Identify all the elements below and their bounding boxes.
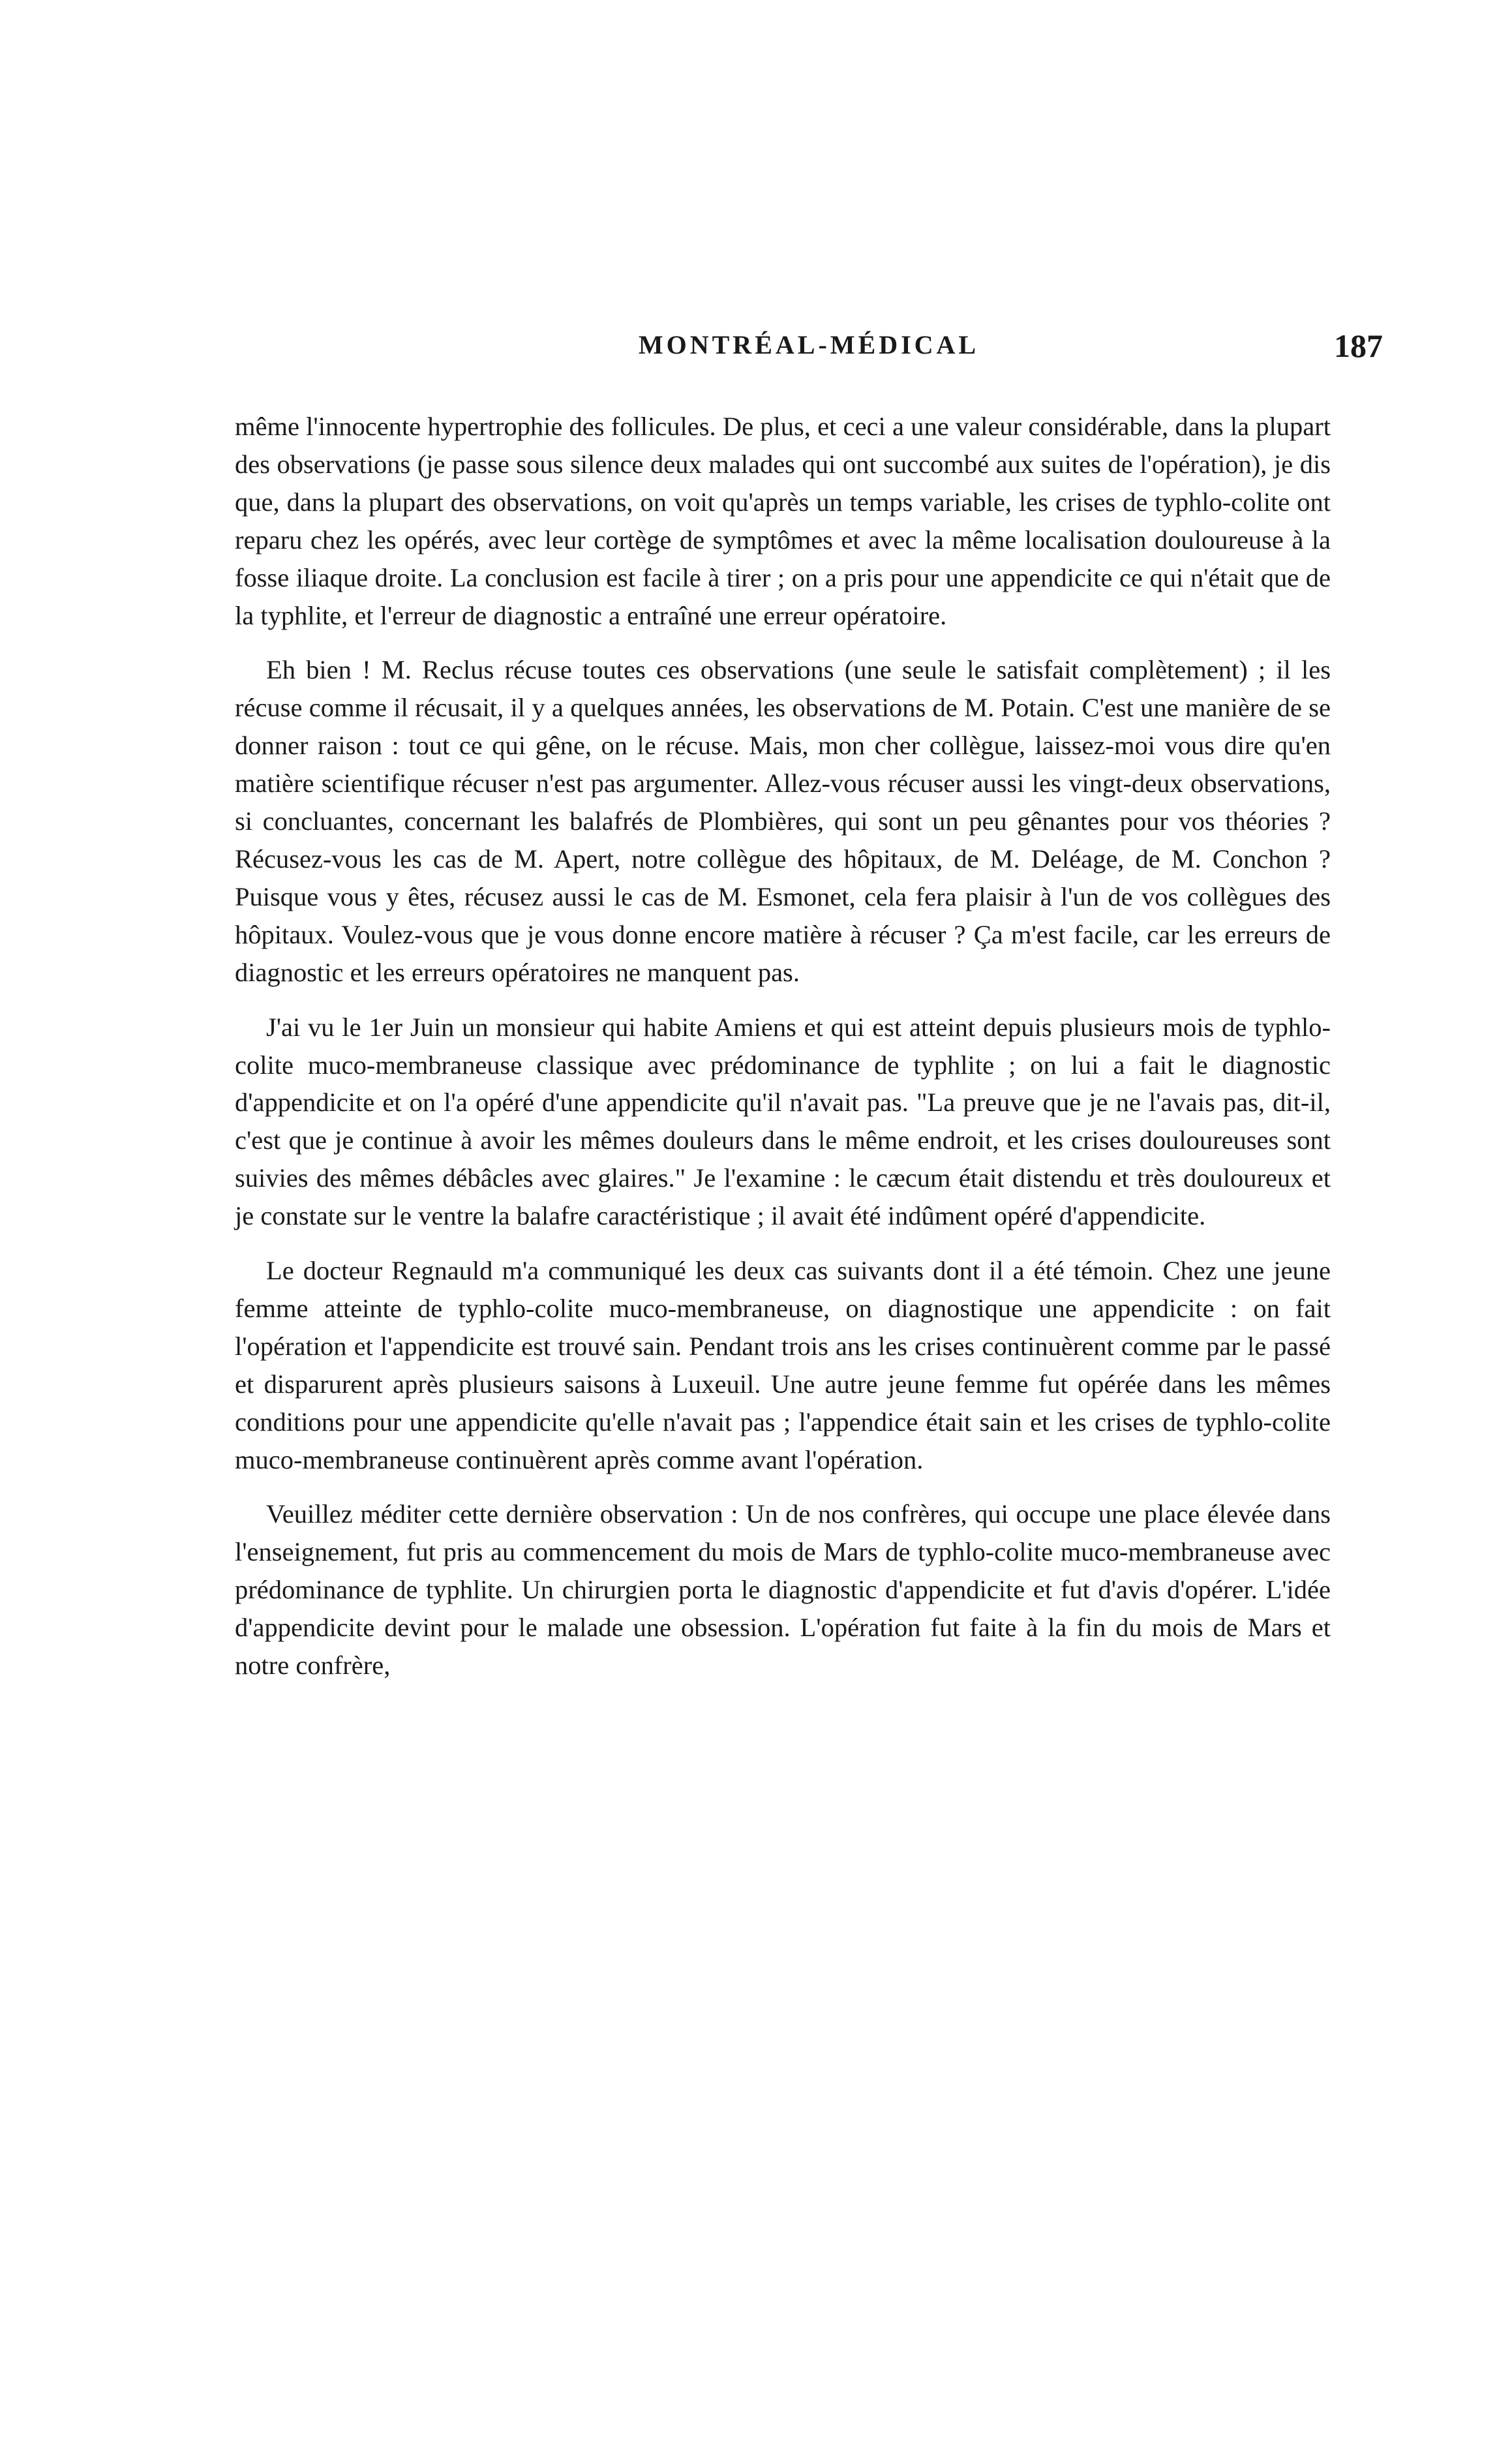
running-head: MONTRÉAL-MÉDICAL	[638, 330, 980, 359]
page-header	[235, 329, 1383, 375]
body-text	[235, 408, 1331, 1701]
paragraph-2: Eh bien ! M. Reclus récuse toutes ces observations (une seule le satisfait complètement) ; il les récuse comme il récusait, il y a quelques années, les observations de M. Potain. C'est une manière de se donner raison : tout ce qui gêne, on le récuse. Mais, mon cher collègue, laissez-moi vous dire qu'en matière scientifique récuser n'est pas argumenter. Allez-vous récuser aussi les vingt-deux observations, si concluantes, concernant les balafrés de Plombières, qui sont un peu gênantes pour vos théories ? Récusez-vous les cas de M. Apert, notre collègue des hôpitaux, de M. Deléage, de M. Conchon ? Puisque vous y êtes, récusez aussi le cas de M. Esmonet, cela fera plaisir à l'un de vos collègues des hôpitaux. Voulez-vous que je vous donne encore matière à récuser ? Ça m'est facile, car les erreurs de diagnostic et les erreurs opératoires ne manquent pas.	[235, 655, 1331, 987]
paragraph-1: même l'innocente hypertrophie des follicules. De plus, et ceci a une valeur considérable, dans la plupart des observations (je passe sous silence deux malades qui ont succombé aux suites de l'opération), je dis que, dans la plupart des observations, on voit qu'après un temps variable, les crises de typhlo-colite ont reparu chez les opérés, avec leur cortège de symptômes et avec la même localisation douloureuse à la fosse iliaque droite. La conclusion est facile à tirer ; on a pris pour une appendicite ce qui n'était que de la typhlite, et l'erreur de diagnostic a entraîné une erreur opératoire.	[235, 412, 1331, 630]
paragraph-4: Le docteur Regnauld m'a communiqué les deux cas suivants dont il a été témoin. Chez une jeune femme atteinte de typhlo-colite muco-membraneuse, on diagnostique une appendicite : on fait l'opération et l'appendicite est trouvé sain. Pendant trois ans les crises continuèrent comme par le passé et disparurent après plusieurs saisons à Luxeuil. Une autre jeune femme fut opérée dans les mêmes conditions pour une appendicite qu'elle n'avait pas ; l'appendice était sain et les crises de typhlo-colite muco-membraneuse continuèrent après comme avant l'opération.	[235, 1256, 1331, 1474]
paragraph-3: J'ai vu le 1er Juin un monsieur qui habite Amiens et qui est atteint depuis plusieurs mois de typhlo-colite muco-membraneuse classique avec prédominance de typhlite ; on lui a fait le diagnostic d'appendicite et on l'a opéré d'une appendicite qu'il n'avait pas. "La preuve que je ne l'avais pas, dit-il, c'est que je continue à avoir les mêmes douleurs dans le même endroit, et les crises douloureuses sont suivies des mêmes débâcles avec glaires." Je l'examine : le cæcum était distendu et très douloureux et je constate sur le ventre la balafre caractéristique ; il avait été indûment opéré d'appendicite.	[235, 1012, 1331, 1231]
page-number: 187	[1334, 327, 1383, 364]
paragraph-5: Veuillez méditer cette dernière observation : Un de nos confrères, qui occupe une place élevée dans l'enseignement, fut pris au commencement du mois de Mars de typhlo-colite muco-membraneuse avec prédominance de typhlite. Un chirurgien porta le diagnostic d'appendicite et fut d'avis d'opérer. L'idée d'appendicite devint pour le malade une obsession. L'opération fut faite à la fin du mois de Mars et notre confrère,	[235, 1499, 1331, 1681]
